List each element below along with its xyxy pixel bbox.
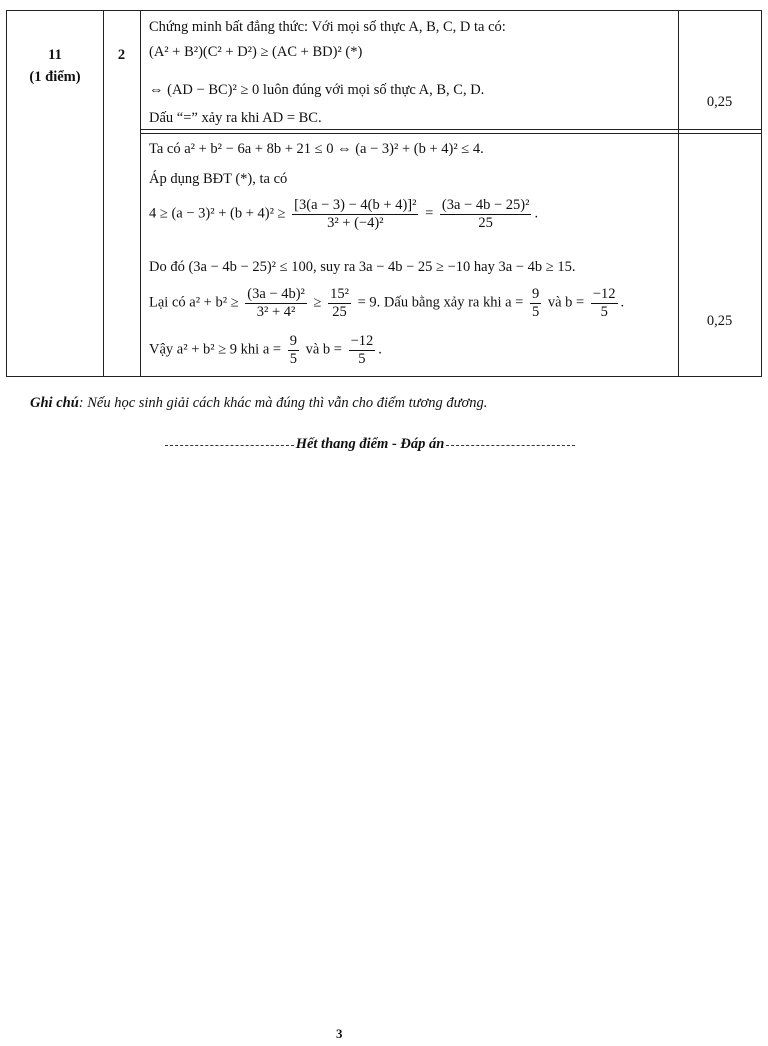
text: ≥ (313, 294, 322, 311)
denominator: 5 (600, 303, 608, 320)
numerator: 9 (531, 286, 540, 302)
proof-line: ⇔ (AD − BC)² ≥ 0 luôn đúng với mọi số thực A, B, C, D. (149, 82, 485, 98)
dashed-line (165, 445, 294, 446)
text: . (534, 205, 539, 222)
solution-line: Ta có a² + b² − 6a + 8b + 21 ≤ 0 ⇔ (a − 3)² + (b + 4)² ≤ 4. (149, 141, 484, 157)
denominator: 5 (358, 350, 366, 367)
note (30, 395, 487, 412)
numerator: −12 (350, 333, 374, 349)
fraction (530, 286, 541, 320)
question-number: 11 (48, 47, 62, 63)
solution-line-fraction (149, 286, 624, 320)
end-text: Hết thang điểm - Đáp án (295, 436, 445, 452)
text: và b = (305, 341, 342, 358)
numerator: 15² (330, 286, 349, 302)
denominator: 5 (289, 350, 297, 367)
conclusion-line (149, 333, 382, 367)
denominator: 5 (531, 303, 540, 320)
fraction (440, 197, 532, 231)
text: 4 ≥ (a − 3)² + (b + 4)² ≥ (149, 205, 286, 222)
text: Lại có a² + b² ≥ (149, 294, 239, 311)
text: và b = (547, 294, 585, 311)
dashed-line (446, 445, 575, 446)
note-label: Ghi chú (30, 395, 79, 411)
text: = 9. Dấu bằng xảy ra khi a = (357, 294, 524, 311)
numerator: [3(a − 3) − 4(b + 4)]² (294, 197, 417, 213)
equality-condition: Dấu “=” xảy ra khi AD = BC. (149, 110, 322, 126)
denominator: 3² + (−4)² (327, 214, 384, 231)
inequality-star: (A² + B²)(C² + D²) ≥ (AC + BD)² (*) (149, 44, 363, 60)
numerator: (3a − 4b − 25)² (441, 197, 530, 213)
page-number: 3 (336, 1026, 343, 1041)
fraction (288, 333, 299, 367)
text: . (620, 294, 625, 311)
numerator: (3a − 4b)² (247, 286, 305, 302)
note-text: : Nếu học sinh giải cách khác mà đúng thì vẫn cho điểm tương đương. (78, 395, 488, 411)
denominator: 25 (332, 303, 347, 320)
solution-line: Áp dụng BĐT (*), ta có (149, 171, 288, 187)
text: = (425, 205, 434, 222)
denominator: 3² + 4² (256, 303, 296, 320)
column-divider (103, 11, 104, 376)
fraction (245, 286, 307, 320)
score-cell: 0,25 (706, 313, 733, 329)
row-divider (140, 133, 761, 134)
fraction (292, 197, 418, 231)
answer-table (6, 10, 762, 377)
question-points: (1 điểm) (29, 69, 81, 85)
score-cell: 0,25 (706, 94, 733, 110)
end-marker (165, 436, 575, 453)
column-divider (140, 11, 141, 376)
proof-line: Chứng minh bất đẳng thức: Với mọi số thực A, B, C, D ta có: (149, 19, 506, 35)
text: Vậy a² + b² ≥ 9 khi a = (149, 341, 282, 358)
text: . (378, 341, 382, 358)
solution-line-fraction (149, 197, 538, 231)
solution-line: Do đó (3a − 4b − 25)² ≤ 100, suy ra 3a − 4b − 25 ≥ −10 hay 3a − 4b ≥ 15. (149, 259, 576, 275)
fraction (591, 286, 618, 320)
numerator: 9 (289, 333, 297, 349)
denominator: 25 (478, 214, 493, 231)
fraction (349, 333, 376, 367)
row-divider (140, 129, 761, 130)
numerator: −12 (592, 286, 616, 302)
part-number: 2 (117, 47, 126, 63)
fraction (328, 286, 351, 320)
